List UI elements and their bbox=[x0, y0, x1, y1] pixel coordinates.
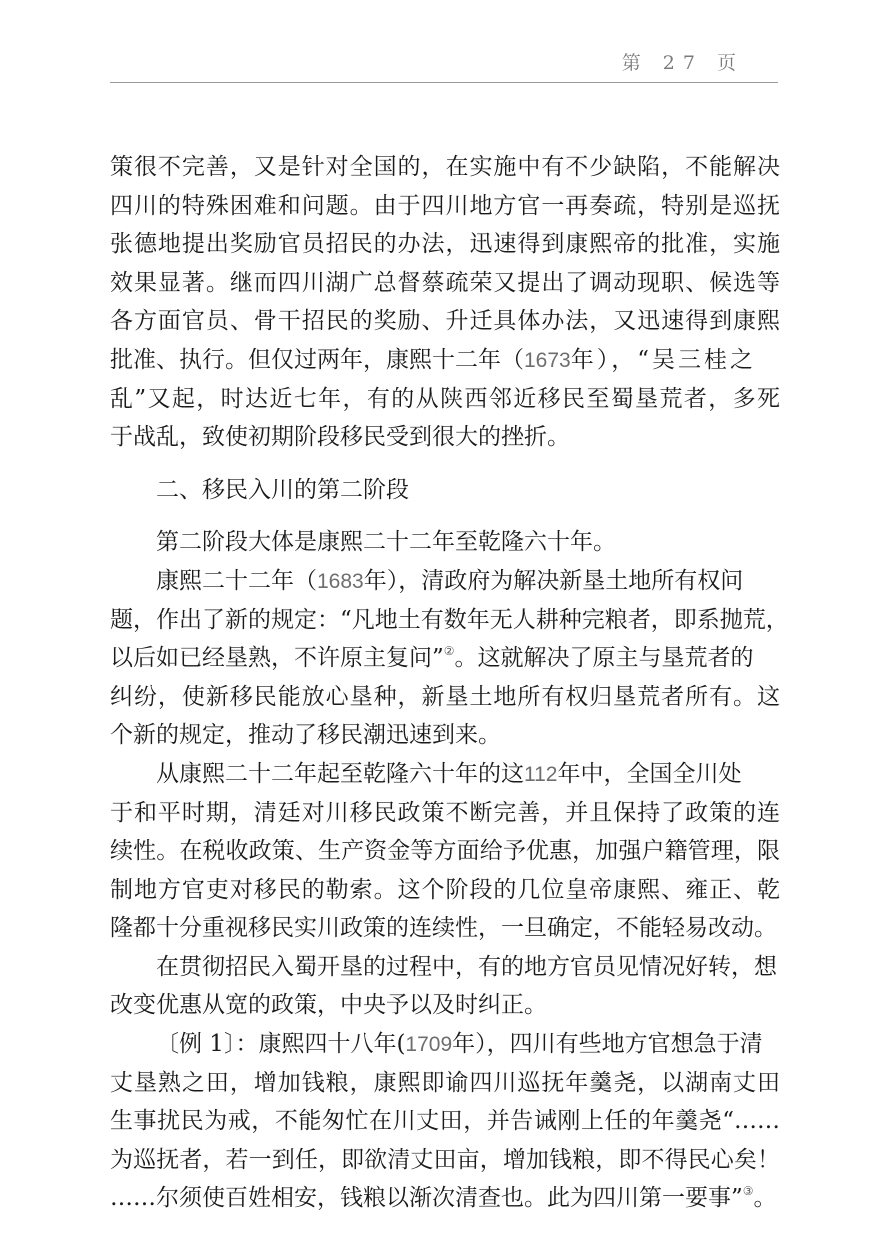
paragraph-1 bbox=[110, 148, 780, 457]
text-segment: 年），四川有些地方官想急于清 bbox=[452, 1031, 763, 1058]
text-segment: 。这就解决了原主与垦荒者的 bbox=[454, 645, 754, 672]
year-number: 1673 bbox=[524, 348, 571, 372]
text-line: 乱”又起，时达近七年，有的从陕西邻近移民至蜀垦荒者，多死 bbox=[110, 385, 780, 412]
text-line: 为巡抚者，若一到任，即欲清丈田亩，增加钱粮，即不得民心矣！ bbox=[110, 1146, 780, 1173]
year-count-number: 112 bbox=[524, 762, 558, 786]
text-line bbox=[110, 639, 780, 678]
text-line bbox=[110, 1179, 780, 1218]
text-line: 策很不完善，又是针对全国的，在实施中有不少缺陷，不能解决 bbox=[110, 154, 780, 180]
text-line: 于战乱，致使初期阶段移民受到很大的挫折。 bbox=[110, 424, 570, 451]
paragraph-5 bbox=[110, 948, 780, 1025]
text-segment: 批准、执行。但仅过两年，康熙十二年（ bbox=[110, 346, 524, 373]
text-line: 个新的规定，推动了移民潮迅速到来。 bbox=[110, 722, 501, 749]
text-line: 丈垦熟之田，增加钱粮，康熙即谕四川巡抚年羹尧，以湖南丈田 bbox=[110, 1069, 780, 1096]
paragraph-2 bbox=[110, 523, 780, 562]
text-line: 改变优惠从宽的政策，中央予以及时纠正。 bbox=[110, 992, 547, 1019]
text-line bbox=[110, 755, 780, 794]
text-line: 题，作出了新的规定：“凡地土有数年无人耕种完粮者，即系抛荒， bbox=[110, 606, 789, 633]
year-number: 1709 bbox=[405, 1033, 453, 1057]
text-segment: 年），“吴三桂之 bbox=[570, 346, 756, 373]
footnote-marker[interactable]: ② bbox=[443, 644, 455, 659]
footnote-marker[interactable]: ③ bbox=[742, 1184, 754, 1199]
text-line: 生事扰民为戒，不能匆忙在川丈田，并告诫刚上任的年羹尧“…… bbox=[110, 1108, 780, 1135]
text-line: 于和平时期，清廷对川移民政策不断完善，并且保持了政策的连 bbox=[110, 799, 780, 826]
text-line: 四川的特殊困难和问题。由于四川地方官一再奏疏，特别是巡抚 bbox=[110, 192, 780, 219]
paragraph-3 bbox=[110, 562, 789, 755]
text-segment: 。 bbox=[753, 1185, 777, 1212]
page-number: 第 27 页 bbox=[621, 52, 744, 74]
text-segment: 〔例 1〕：康熙四十八年( bbox=[156, 1031, 406, 1058]
text-line: 隆都十分重视移民实川政策的连续性，一旦确定，不能轻易改动。 bbox=[110, 915, 777, 942]
text-line: 制地方官吏对移民的勒索。这个阶段的几位皇帝康熙、雍正、乾 bbox=[110, 876, 780, 903]
text-line: 张德地提出奖励官员招民的办法，迅速得到康熙帝的批准，实施 bbox=[110, 231, 780, 258]
text-line: 第二阶段大体是康熙二十二年至乾隆六十年。 bbox=[156, 529, 616, 556]
text-line bbox=[110, 562, 780, 601]
section-heading: 二、移民入川的第二阶段 bbox=[156, 476, 409, 503]
text-line: 效果显著。继而四川湖广总督蔡疏荣又提出了调动现职、候选等 bbox=[110, 269, 780, 296]
text-segment: ……尔须使百姓相安，钱粮以渐次清查也。此为四川第一要事” bbox=[110, 1185, 743, 1212]
text-line: 各方面官员、骨干招民的奖励、升迁具体办法，又迅速得到康熙 bbox=[110, 308, 780, 335]
text-segment: 以后如已经垦熟，不许原主复问” bbox=[110, 645, 444, 672]
text-segment: 年中，全国全川处 bbox=[557, 760, 742, 787]
paragraph-4 bbox=[110, 755, 780, 948]
text-line bbox=[110, 1025, 780, 1064]
page-header bbox=[110, 0, 778, 83]
text-segment: 从康熙二十二年起至乾隆六十年的这 bbox=[156, 760, 524, 787]
year-number: 1683 bbox=[317, 569, 364, 593]
paragraph-6 bbox=[110, 1025, 780, 1218]
text-line: 续性。在税收政策、生产资金等方面给予优惠，加强户籍管理，限 bbox=[110, 838, 780, 865]
text-segment: 年），清政府为解决新垦土地所有权问 bbox=[363, 567, 744, 594]
text-segment: 康熙二十二年（ bbox=[156, 567, 317, 594]
text-line bbox=[110, 341, 780, 380]
document-body bbox=[110, 148, 789, 1218]
text-line: 纠纷，使新移民能放心垦种，新垦土地所有权归垦荒者所有。这 bbox=[110, 683, 780, 710]
text-line: 在贯彻招民入蜀开垦的过程中，有的地方官员见情况好转，想 bbox=[156, 953, 777, 980]
